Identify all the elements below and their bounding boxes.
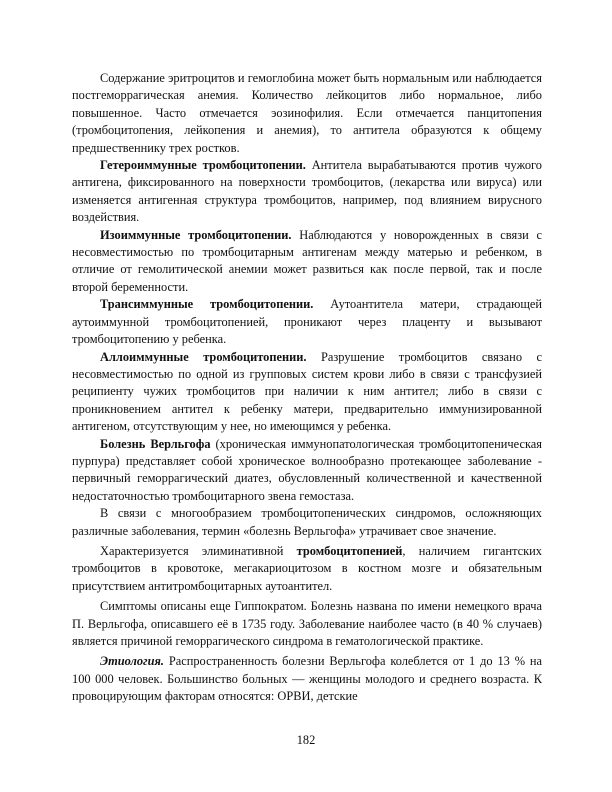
section-heading-etiology: Этиология. [100, 654, 164, 669]
paragraph-text: Антитела вырабатываются против чужого антигена, фиксированного на поверхности тромбоцитов, (лекарства или вируса) или изменяется антигенная структура тромбоцитов, например, под влиянием вирусного воздействия. [72, 158, 542, 225]
paragraph-characteristics [72, 543, 542, 595]
term-heading: Аллоиммунные тромбоцитопении. [100, 349, 307, 364]
emphasized-term: тромбоцитопенией [296, 543, 403, 558]
paragraph-alloimmune [72, 349, 542, 436]
paragraph-symptoms-history [72, 598, 542, 650]
term-heading: Изоиммунные тромбоцитопении. [100, 227, 292, 242]
paragraph-isoimmune [72, 227, 542, 297]
term-heading: Гетероиммунные тромбоцитопении. [100, 158, 306, 173]
paragraph-heteroimmune [72, 157, 542, 227]
body-text [72, 70, 542, 706]
paragraph-text: Наблюдаются у новорожденных в связи с несовместимостью по тромбоцитарным антигенам между матерью и ребенком, в отличие от гемолитической анемии может развиться как после первой, так и после второй беременности. [72, 227, 542, 294]
paragraph-etiology [72, 653, 542, 705]
paragraph-text: Аутоантитела матери, страдающей аутоиммунной тромбоцитопенией, проникают через плаценту и вызывают тромбоцитопению у ребенка. [72, 297, 542, 347]
paragraph-text: (хроническая иммунопатологическая тромбоцитопеническая пурпура) представляет собой хроническое волнообразно протекающее заболевание - первичный геморрагический диатез, обусловленный количественной и качественной недостаточностью тромбоцитарного звена гемостаза. [72, 436, 542, 503]
page-number: 182 [296, 733, 316, 747]
paragraph-text: Характеризуется элиминативной [100, 543, 297, 558]
paragraph-text: В связи с многообразием тромбоцитопенических синдромов, осложняющих различные заболевания, термин «болезнь Верльгофа» утрачивает свое значение. [72, 506, 542, 538]
paragraph-text: Содержание эритроцитов и гемоглобина может быть нормальным или наблюдается постгеморрагическая анемия. Количество лейкоцитов либо нормальное, либо повышенное. Часто отмечается эозинофилия. Если отмечается панцитопения (тромбоцитопения, лейкопения и анемия), то антитела образуются к общему предшественнику трех ростков. [72, 71, 542, 155]
paragraph-text: , наличием гигантских тромбоцитов в кровотоке, мегакариоцитозом в костном мозге и обязательным присутствием антитромбоцитарных аутоантител. [72, 543, 542, 593]
paragraph-text: Симптомы описаны еще Гиппократом. Болезнь названа по имени немецкого врача П. Верльгофа, описавшего её в 1735 году. Заболевание наиболее часто (в 40 % случаев) является причиной геморрагического синдрома в гематологической практике. [72, 599, 542, 648]
paragraph-text: Разрушение тромбоцитов связано с несовместимостью по одной из групповых систем крови либо в связи с трансфузией реципиенту чужих тромбоцитов при наличии к ним антител; либо в связи с проникновением антител к ребенку матери, предварительно иммунизированной антигеном, отсутствующим у нее, но имеющимся у ребенка. [72, 349, 542, 434]
paragraph-text: Распространенность болезни Верльгофа колеблется от 1 до 13 % на 100 000 человек. Большинство больных — женщины молодого и среднего возраста. К провоцирующим факторам относятся: ОРВИ, детские [72, 654, 542, 704]
paragraph-werlhof-disease [72, 436, 542, 506]
paragraph-blood-counts [72, 70, 542, 157]
paragraph-term-value [72, 505, 542, 540]
term-heading: Трансиммунные тромбоцитопении. [100, 297, 314, 312]
term-heading: Болезнь Верльгофа [100, 436, 211, 451]
paragraph-transimmune [72, 296, 542, 348]
